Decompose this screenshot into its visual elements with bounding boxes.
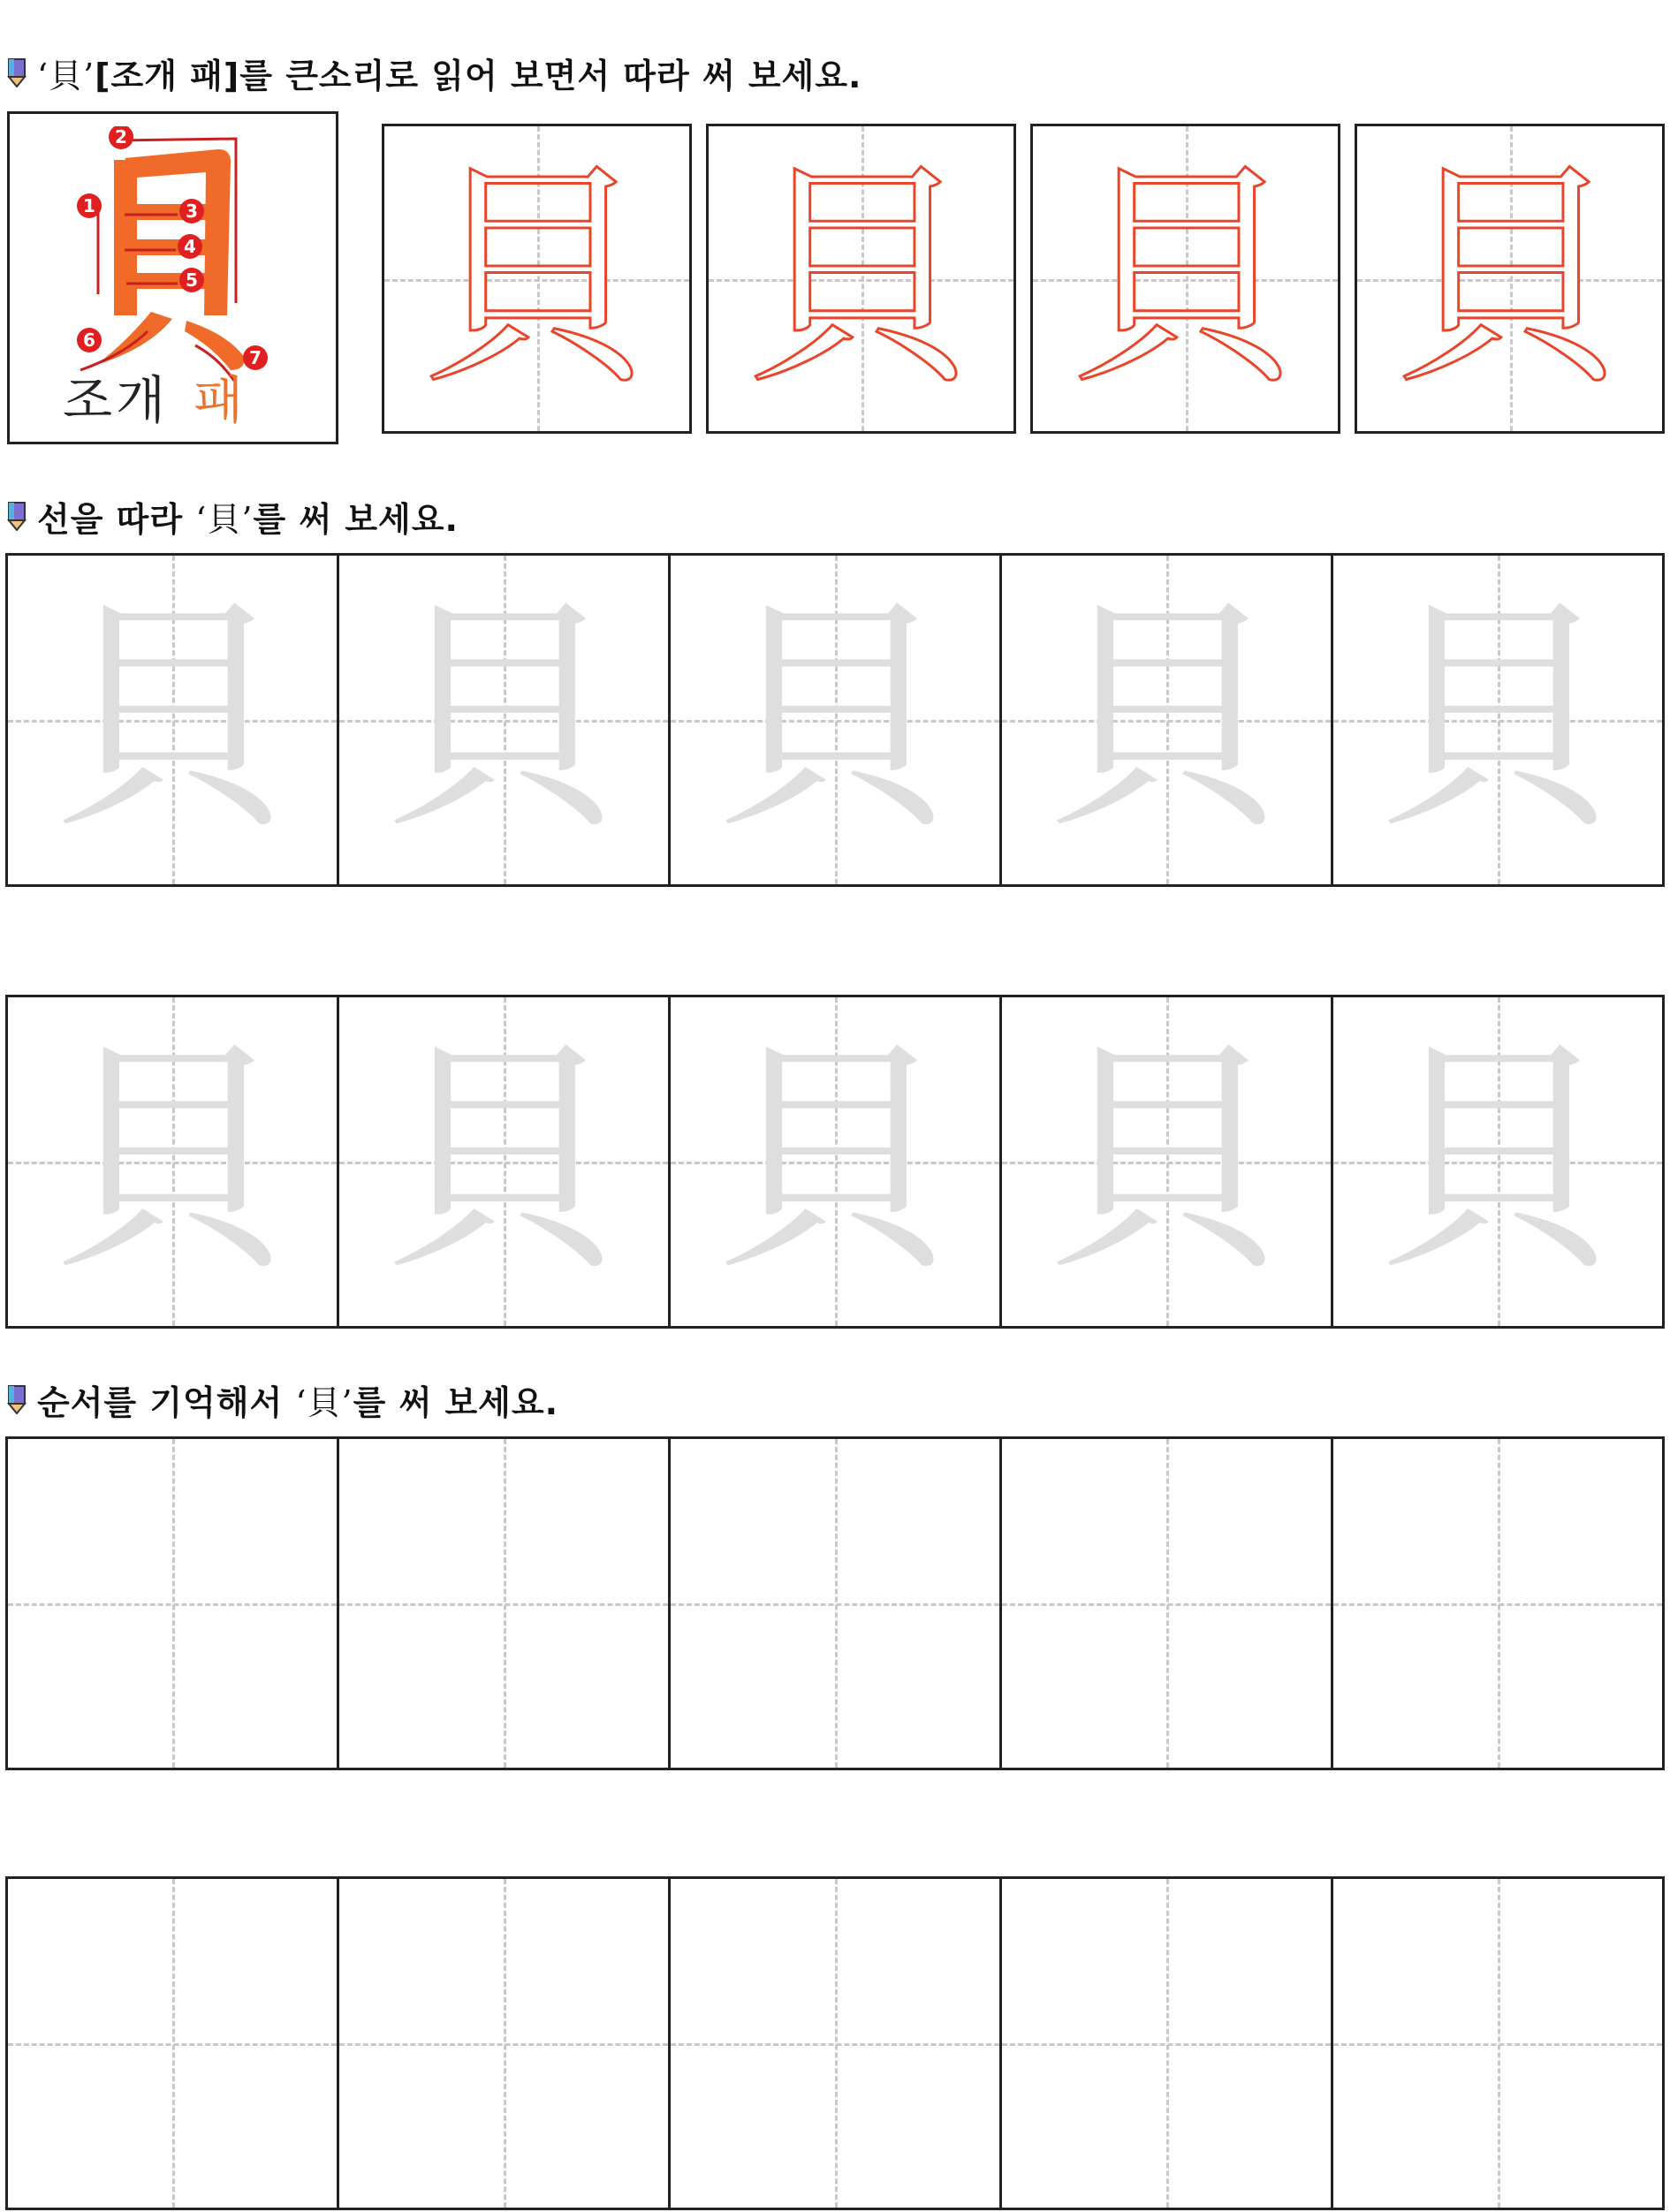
instruction-1-text: [조개 패]를 큰소리로 읽어 보면서 따라 써 보세요.	[95, 56, 862, 95]
stroke-6-shape	[96, 312, 172, 365]
faint-character: 貝	[1374, 1018, 1621, 1306]
stroke-number-badge-1	[77, 193, 102, 218]
faint-character: 貝	[711, 576, 959, 864]
blank-cell-r2-5[interactable]	[1331, 1876, 1665, 2210]
blank-cell-r2-3[interactable]	[668, 1876, 1002, 2210]
trace-cell-r1-3[interactable]	[668, 553, 1002, 887]
svg-text:5: 5	[186, 269, 198, 291]
faint-character: 貝	[380, 576, 627, 864]
pencil-icon	[7, 501, 27, 531]
trace-cell-r2-5[interactable]	[1331, 995, 1665, 1329]
faint-character: 貝	[380, 1018, 627, 1306]
trace-cell-r2-1[interactable]	[5, 995, 339, 1329]
faint-character: 貝	[1043, 1018, 1290, 1306]
outline-cell-1[interactable]	[382, 124, 692, 434]
instruction-3-pre: 순서를 기억해서	[37, 1382, 296, 1422]
outline-character: 貝	[1066, 139, 1305, 418]
stroke-number-badge-6	[77, 328, 102, 352]
stroke-2-shape	[125, 149, 231, 315]
instruction-2-pre: 선을 따라	[37, 499, 196, 539]
trace-cell-r1-4[interactable]	[999, 553, 1333, 887]
instruction-2-text: 를 써 보세요.	[253, 499, 459, 539]
outline-cell-4[interactable]	[1355, 124, 1665, 434]
meaning-text: 조개	[63, 370, 170, 430]
sound-text: 패	[194, 370, 244, 430]
stroke-order-diagram	[63, 126, 284, 391]
svg-text:4: 4	[184, 236, 196, 257]
instruction-2-quote: ‘貝’	[195, 499, 254, 539]
instruction-3-text: 를 써 보세요.	[353, 1382, 559, 1422]
instruction-1-quote: ‘貝’	[37, 56, 95, 95]
svg-text:1: 1	[83, 195, 95, 216]
blank-cell-r1-4[interactable]	[999, 1436, 1333, 1770]
faint-character: 貝	[1374, 576, 1621, 864]
svg-text:2: 2	[115, 126, 127, 148]
instruction-3-quote: ‘貝’	[295, 1382, 353, 1422]
faint-character: 貝	[49, 576, 296, 864]
stroke-number-badge-4	[178, 234, 202, 259]
trace-cell-r1-5[interactable]	[1331, 553, 1665, 887]
outline-character: 貝	[741, 139, 981, 418]
stroke-number-badge-7	[243, 345, 268, 370]
svg-text:7: 7	[249, 347, 262, 368]
faint-character: 貝	[1043, 576, 1290, 864]
blank-cell-r1-3[interactable]	[668, 1436, 1002, 1770]
character-reading	[63, 359, 243, 433]
outline-character: 貝	[1390, 139, 1629, 418]
instruction-1	[7, 51, 862, 94]
blank-cell-r2-1[interactable]	[5, 1876, 339, 2210]
model-character-box	[7, 111, 338, 444]
stroke-number-badge-3	[179, 199, 204, 223]
stroke-number-badge-5	[179, 268, 204, 292]
blank-cell-r1-5[interactable]	[1331, 1436, 1665, 1770]
svg-text:3: 3	[186, 201, 198, 222]
pencil-icon	[7, 57, 27, 87]
stroke-number-badge-2	[109, 126, 133, 149]
outline-cell-2[interactable]	[706, 124, 1016, 434]
trace-cell-r2-2[interactable]	[337, 995, 671, 1329]
instruction-2	[7, 495, 459, 537]
blank-cell-r2-2[interactable]	[337, 1876, 671, 2210]
blank-cell-r1-2[interactable]	[337, 1436, 671, 1770]
blank-cell-r2-4[interactable]	[999, 1876, 1333, 2210]
instruction-3	[7, 1378, 558, 1420]
trace-cell-r1-2[interactable]	[337, 553, 671, 887]
trace-cell-r2-4[interactable]	[999, 995, 1333, 1329]
faint-character: 貝	[49, 1018, 296, 1306]
outline-cell-3[interactable]	[1030, 124, 1340, 434]
outline-character: 貝	[417, 139, 657, 418]
faint-character: 貝	[711, 1018, 959, 1306]
svg-text:6: 6	[83, 330, 95, 351]
stroke-1-shape	[114, 160, 137, 315]
pencil-icon	[7, 1384, 27, 1414]
blank-cell-r1-1[interactable]	[5, 1436, 339, 1770]
trace-cell-r1-1[interactable]	[5, 553, 339, 887]
trace-cell-r2-3[interactable]	[668, 995, 1002, 1329]
